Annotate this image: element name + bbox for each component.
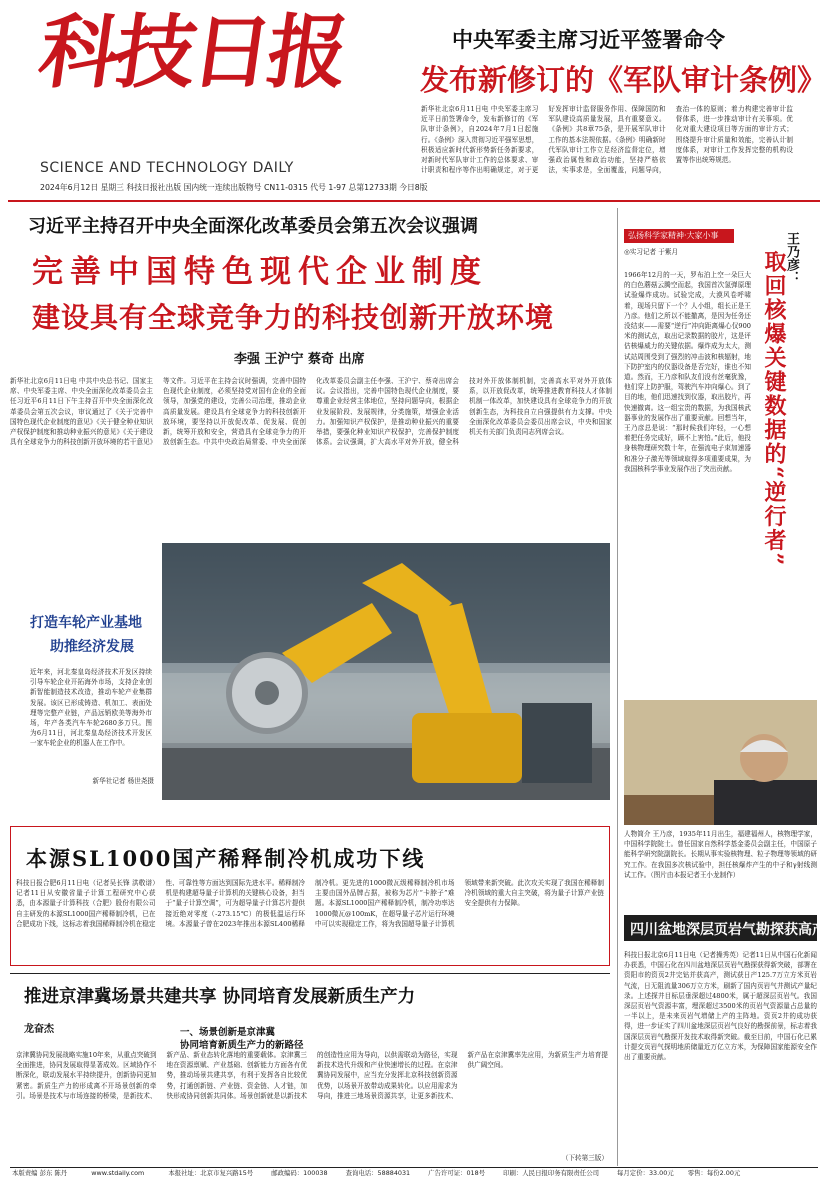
footer-address: 本报社址：北京市复兴路15号 <box>168 1169 254 1177</box>
side-feature-headline-1: 打造车轮产业基地 <box>30 615 142 631</box>
footer-postcode: 邮政编码：100038 <box>271 1169 328 1177</box>
side-feature-credit: 新华社记者 杨世尧摄 <box>92 777 154 785</box>
footer-license: 广告许可证：018号 <box>428 1169 486 1177</box>
jingjinji-continued: （下转第三版） <box>561 1154 608 1162</box>
footer-printer: 印刷：人民日报印务有限责任公司 <box>503 1169 599 1177</box>
portrait-photo <box>624 700 817 825</box>
top-story-body: 新华社北京6月11日电 中央军委主席习近平日前签署命令，发布新修订的《军队审计条例》，自2024年7月1日起施行。《条例》深入贯彻习近平强军思想，积极适应新时代新形势新任务新要求，对新时代军队审计工作的总体要求、审计职责和程序等作出明确规定，对于更好发挥审计监督服务作用、保障国防和军队建设高质量发展，具有重要意义。《条例》共8章75条，是开展军队审计工作的基本法规依据。《条例》明确新时代军队审计工作立足经济监督定位，增强政治属性和政治功能，坚持严格依法，实事求是，全面覆盖，问题导向，查治一体的原则；着力构建完善审计监督体系，进一步推动审计有关事项。优化对重大建设项目等方面的审计方式；围绕提升审计质量和效能，完善认计制度体系，对审计工作发挥完整的机构设置等作出统筹规范。 <box>421 105 793 175</box>
column-title-prefix-text: 王乃彦： <box>784 232 799 284</box>
footer-rule <box>10 1167 818 1168</box>
issue-info: 2024年6月12日 星期三 科技日报社出版 国内统一连续出版物号 CN11-0315 代号 1-97 总第12733期 今日8版 <box>40 183 428 192</box>
column-title-text: 取回核爆关键数据的“逆行者” <box>761 250 787 568</box>
robot-arm-illustration <box>162 543 610 800</box>
lead-kicker: 习近平主持召开中央全面深化改革委员会第五次会议强调 <box>28 216 478 237</box>
column-body: 1966年12月的一天，罗布泊上空一朵巨大的白色蘑菇云腾空而起，我国首次氢弹原理试验爆炸成功。试验完成，大漠风卷呼啸着，现场只留下一个？人小组，组长正是王乃彦。他们之所以不能撤离，是因为任务还没结束——需要“逆行”冲向距离爆心仅900米的测试点，取出记录数据的胶片，这是评估核爆威力的关键依据。爆炸成为太大，测试站周围受到了强烈的冲击波和核辐射，地下防护室内的仪器设备是否完好，谁也不知道。然而，王乃彦和队友们没有丝毫犹豫，他们穿上防护服，驾驶汽车冲向爆心。到了目的地，他们迅速找到仪器，取出胶片，再快速撤离。这一组宝贵的数据，为我国核武器事业的发展作出了重要贡献。回想当年，王乃彦总是说：“那时候我们年轻，一心想着把任务完成好，顾不上害怕。”此后，他投身核物理研究数十年，在强流电子束加速器和准分子激光等领域取得多项重要成果，为我国核科学事业发展作出了突出贡献。 <box>624 271 751 473</box>
sichuan-body: 科技日报北京6月11日电（记者操秀英）记者11日从中国石化新闻办获悉，中国石化在四川盆地深层页岩气勘探获得新突破，部署在资阳市的资页2井完钻并获高产，测试获日产125.7万立方米页岩气流，日无阻流量306万立方米，刷新了国内页岩气井测试产量纪录。上述探井目标层垂深超过4800米，属于超深层页岩气。我国深层页岩气资源丰富，埋深超过3500米的页岩气资源量占总量的一半以上，是未来页岩气增储上产的主阵地。资页2井的成功获得，进一步证实了四川盆地深层页岩气良好的勘探前景，标志着我国深层页岩气勘探开发技术取得新突破。截至目前，中国石化已累计提交页岩气探明地质储量近万亿立方米，为保障国家能源安全作出了重要贡献。 <box>624 951 817 1062</box>
section-rule <box>10 973 610 974</box>
sichuan-headline: 四川盆地深层页岩气勘探获高产 <box>630 922 826 938</box>
jingjinji-subhead-1: 一、场景创新是京津冀 <box>180 1027 276 1038</box>
side-feature-headline-2: 助推经济发展 <box>50 639 134 655</box>
column-label <box>624 229 734 243</box>
footer-price-copy: 零售：每份2.00元 <box>687 1169 741 1177</box>
robot-photo <box>162 543 610 800</box>
sl1000-body: 科技日报合肥6月11日电（记者吴长锋 洪敬谱）记者11日从安徽省量子计算工程研究中心获悉，由本源量子计算科技（合肥）股份有限公司自主研发的本源SL1000国产稀释制冷机，已在合肥成功下线，这标志着我国稀释制冷机在稳定性、可靠性等方面达到国际先进水平。稀释制冷机是构建超导量子计算机的关键核心设备，担当于“量子计算空调”，可为超导量子计算芯片提供接近绝对零度（-273.15℃）的极低温运行环境。本源量子曾在2023年推出本源SL400稀释制冷机。更先进的1000微瓦级稀释制冷机市场主要由国外品牌占据，被称为芯片“卡脖子”难题。本源SL1000国产稀释制冷机，制冷功率达1000微瓦@100mK，在超导量子芯片运行环境中可以实现稳定工作，将为我国超导量子计算机领域带来新突破。此次攻关实现了我国在稀释制冷机领域的重大自主突破，将为量子计算产业链安全提供有力保障。 <box>16 879 604 928</box>
top-story-kicker: 中央军委主席习近平签署命令 <box>452 27 725 52</box>
sl1000-headline: 本源SL1000国产稀释制冷机成功下线 <box>26 846 426 871</box>
jingjinji-body: 京津冀协同发展战略实施10年来，从重点突破到全面推进，协同发展取得显著成效。区域协作不断深化，联动发展水平持续提升，创新协同更加紧密。新质生产力的形成离不开场景创新的牵引。场景是技术与市场连接的桥梁，是新技术、新产品、新业态转化落地的重要载体。京津冀三地在资源禀赋、产业基础、创新能力方面各有优势，推动场景共建共享，有利于发挥各自比较优势，打通创新链、产业链、资金链、人才链，加快形成协同创新共同体。场景创新就是以新技术的创造性应用为导向，以供需联动为路径，实现新技术迭代升级和产业快速增长的过程。在京津冀协同发展中，应当充分发挥北京科技创新资源优势，以场景开放带动成果转化。以应用需求为导向，推进三地场景资源共享，让更多新技术、新产品在京津冀率先应用，为新质生产力培育提供广阔空间。 <box>16 1051 608 1100</box>
footer-ad-phone: 查询电话：58884031 <box>345 1169 411 1177</box>
masthead-rule <box>8 200 820 202</box>
column-divider <box>617 208 618 1166</box>
english-title-visible <box>40 160 294 176</box>
column-title <box>760 250 788 580</box>
footer-price-month: 每月定价：33.00元 <box>617 1169 674 1177</box>
jingjinji-headline: 推进京津冀场景共建共享 协同培育发展新质生产力 <box>24 987 416 1007</box>
column-byline: ◎实习记者 于紫月 <box>624 248 679 256</box>
english-title-text: SCIENCE AND TECHNOLOGY DAILY <box>40 160 294 176</box>
footer-site[interactable]: www.stdaily.com <box>91 1169 145 1177</box>
column-label-text: 弘扬科学家精神·大家小事 <box>628 231 719 240</box>
jingjinji-byline: 龙奋杰 <box>24 1024 54 1035</box>
portrait-illustration <box>624 700 817 825</box>
lead-byline: 李强 王沪宁 蔡奇 出席 <box>234 352 365 367</box>
newspaper-logo: 科技日报 <box>33 5 351 99</box>
top-story-headline: 发布新修订的《军队审计条例》 <box>420 63 827 97</box>
jingjinji-subhead-2: 协同培育新质生产力的新路径 <box>180 1040 304 1051</box>
lead-body: 新华社北京6月11日电 中共中央总书记、国家主席、中央军委主席、中央全面深化改革委员会主任习近平6月11日下午主持召开中央全面深化改革委员会第五次会议，审议通过了《关于完善中国特色现代企业制度的意见》《关于健全种业知识产权保护制度和推动种业振兴的意见》《关于建设具有全球竞争力的科技创新开放环境的若干意见》等文件。习近平在主持会议时强调，完善中国特色现代企业制度，必须坚持党对国有企业的全面领导，加强党的建设，完善公司治理，推动企业高质量发展。建设具有全球竞争力的科技创新开放环境，要坚持以开放促改革、促发展、促创新，统筹开放和安全，营造具有全球竞争力的开放创新生态。中共中央政治局常委、中央全面深化改革委员会副主任李强、王沪宁、蔡奇出席会议。会议指出，完善中国特色现代企业制度，要尊重企业经营主体地位，坚持问题导向，根据企业发展阶段、发展规律，分类施策，增强企业活力。加强知识产权保护，是推动种业振兴的重要举措，要强化种业知识产权保护，完善保护制度体系。会议强调，扩大高水平对外开放，健全科技对外开放体制机制，完善高水平对外开放体系，以开放促改革，统筹推进教育科技人才体制机制一体改革，加快建设具有全球竞争力的开放创新生态，为科技自立自强提供有力支撑。中央全面深化改革委员会委员出席会议，中央和国家机关有关部门负责同志列席会议。 <box>10 377 612 447</box>
footer-edit: 本版责编 彭东 陈丹 <box>12 1169 68 1177</box>
lead-headline-2: 建设具有全球竞争力的科技创新开放环境 <box>32 301 555 334</box>
footer-bar <box>12 1169 818 1177</box>
portrait-caption: 人物简介 王乃彦，1935年11月出生，福建福州人，核物理学家，中国科学院院士。曾任国家自然科学基金委员会副主任，中国原子能科学研究院副院长。长期从事实验核物理、粒子物理等领域的研究工作。在我国多次核试验中，担任核爆炸产生的中子和γ射线测试工作。（图片由本报记者王小龙制作） <box>624 830 817 879</box>
lead-headline-1: 完善中国特色现代企业制度 <box>32 254 488 290</box>
side-feature-body: 近年来，河北秦皇岛经济技术开发区持续引导车轮企业开拓海外市场，支持企业创新智能制造技术改造，推动车轮产业集群发展。该区已形成铸造、机加工、表面处理等完整产业链，产品远销欧美等海外市场，年产各类汽车车轮2680多万只。图为6月11日，河北秦皇岛经济技术开发区一家车轮企业的机器人在工作中。 <box>30 668 152 748</box>
